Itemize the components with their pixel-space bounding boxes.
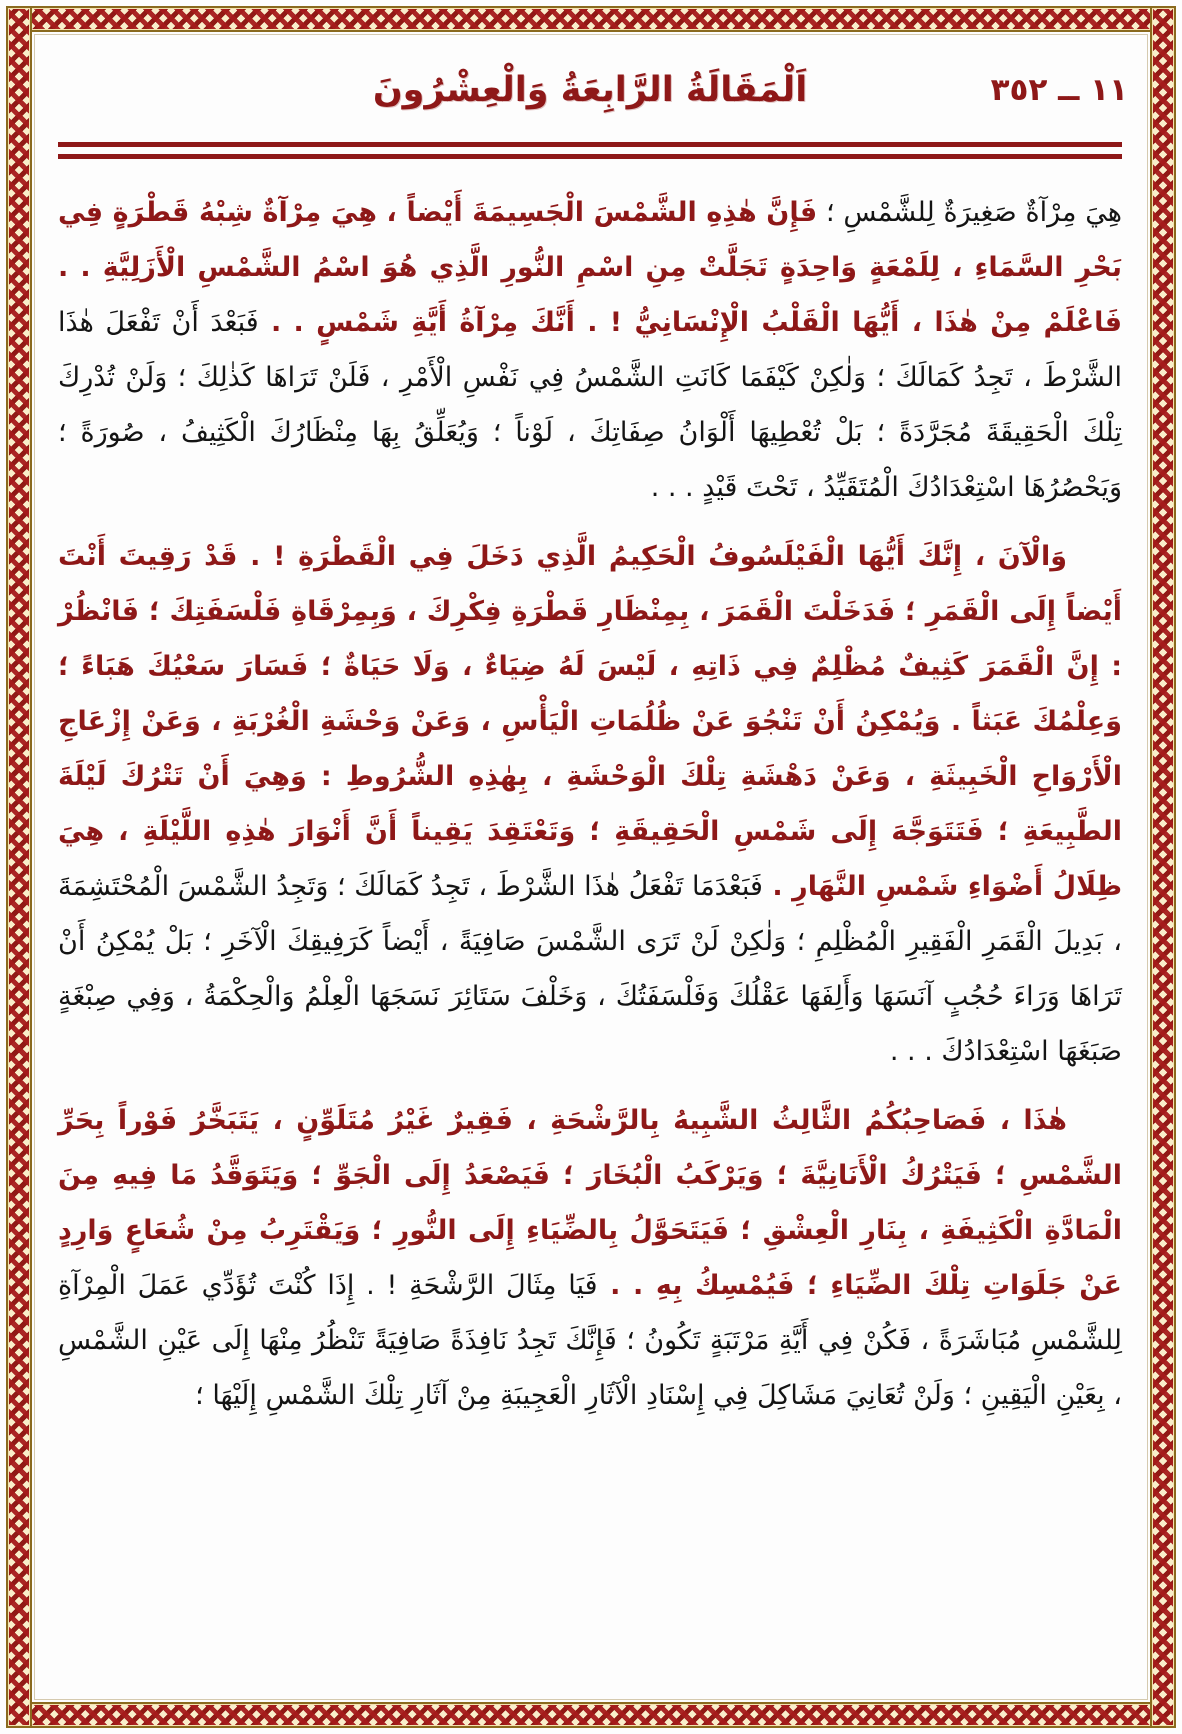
page-number: ٣٥٢ ــ ١١ xyxy=(990,72,1128,108)
paragraph xyxy=(58,1093,1122,1423)
text-segment-red: هٰذَا ، فَصَاحِبُكُمُ الثَّالِثُ الشَّبِيهُ بِالرَّشْحَةِ ، فَقِيرٌ غَيْرُ مُتَلَوِّنٍ ، يَتَبَخَّرُ فَوْراً بِحَرِّ الشَّمْسِ ؛ فَيَتْرُكُ الْأَنَانِيَّةَ ؛ وَيَرْكَبُ الْبُخَارَ ؛ فَيَصْعَدُ إِلَى الْجَوِّ ؛ وَيَتَوَقَّدُ مَا فِيهِ مِنَ الْمَادَّةِ الْكَثِيفَةِ ، بِنَارِ الْعِشْقِ ؛ فَيَتَحَوَّلُ بِالضِّيَاءِ إِلَى النُّورِ ؛ وَيَقْتَرِبُ مِنْ شُعَاعٍ وَارِدٍ عَنْ جَلَوَاتِ تِلْكَ الضِّيَاءِ ؛ فَيُمْسِكُ بِهِ . . xyxy=(58,1105,1123,1301)
frame-ornament-left xyxy=(6,6,32,1728)
text-segment-black: فَيَا مِثَالَ الرَّشْحَةِ ! . إِذَا كُنْتَ تُؤَدِّي عَمَلَ الْمِرْآةِ لِلشَّمْسِ مُبَاشَرَةً ، فَكُنْ فِي أَيَّةِ مَرْتَبَةٍ تَكُونُ ؛ فَإِنَّكَ تَجِدُ نَافِذَةً صَافِيَةً تَنْظُرُ مِنْهَا إِلَى عَيْنِ الشَّمْسِ ، بِعَيْنِ الْيَقِينِ ؛ وَلَنْ تُعَانِيَ مَشَاكِلَ فِي إِسْنَادِ الْآثَارِ الْعَجِيبَةِ مِنْ آثَارِ تِلْكَ الشَّمْسِ إِلَيْهَا ؛ xyxy=(58,1270,1122,1411)
text-segment-red: فَإِنَّ هٰذِهِ الشَّمْسَ الْجَسِيمَةَ أَيْضاً ، هِيَ مِرْآةٌ شِبْهُ قَطْرَةٍ فِي بَحْرِ السَّمَاءِ ، لِلَمْعَةٍ وَاحِدَةٍ تَجَلَّتْ مِنِ اسْمِ النُّورِ الَّذِي هُوَ اسْمُ الشَّمْسِ الْأَزَلِيَّةِ . . فَاعْلَمْ مِنْ هٰذَا ، أَيُّهَا الْقَلْبُ الْإِنْسَانِيُّ ! . أَنَّكَ مِرْآةُ أَيَّةِ شَمْسٍ . . xyxy=(58,197,1123,338)
frame-ornament-bottom xyxy=(6,1702,1176,1728)
paragraph xyxy=(58,185,1122,515)
page-title: اَلْمَقَالَةُ الرَّابِعَةُ وَالْعِشْرُونَ xyxy=(372,70,808,110)
page-content xyxy=(58,62,1128,1686)
body-text xyxy=(58,185,1122,1423)
text-segment-red: وَالْآنَ ، إِنَّكَ أَيُّهَا الْفَيْلَسُوفُ الْحَكِيمُ الَّذِي دَخَلَ فِي الْقَطْرَةِ ! . قَدْ رَقِيتَ أَنْتَ أَيْضاً إِلَى الْقَمَرِ ؛ فَدَخَلْتَ الْقَمَرَ ، بِمِنْظَارِ قَطْرَةِ فِكْرِكَ ، وَبِمِرْقَاةِ فَلْسَفَتِكَ ؛ فَانْظُرْ : إِنَّ الْقَمَرَ كَثِيفٌ مُظْلِمٌ فِي ذَاتِهِ ، لَيْسَ لَهُ ضِيَاءٌ ، وَلَا حَيَاةٌ ؛ فَسَارَ سَعْيُكَ هَبَاءً ؛ وَعِلْمُكَ عَبَثاً . وَيُمْكِنُ أَنْ تَنْجُوَ عَنْ ظُلُمَاتِ الْيَأْسِ ، وَعَنْ وَحْشَةِ الْغُرْبَةِ ، وَعَنْ إِزْعَاجِ الْأَرْوَاحِ الْخَبِيثَةِ ، وَعَنْ دَهْشَةِ تِلْكَ الْوَحْشَةِ ، بِهٰذِهِ الشُّرُوطِ : وَهِيَ أَنْ تَتْرُكَ لَيْلَةَ الطَّبِيعَةِ ؛ فَتَتَوَجَّهَ إِلَى شَمْسِ الْحَقِيقَةِ ؛ وَتَعْتَقِدَ يَقِيناً أَنَّ أَنْوَارَ هٰذِهِ اللَّيْلَةِ ، هِيَ ظِلَالُ أَضْوَاءِ شَمْسِ النَّهَارِ . xyxy=(58,541,1122,902)
text-segment-black: فَبَعْدَمَا تَفْعَلُ هٰذَا الشَّرْطَ ، تَجِدُ كَمَالَكَ ؛ وَتَجِدُ الشَّمْسَ الْمُحْتَشِمَةَ ، بَدِيلَ الْقَمَرِ الْفَقِيرِ الْمُظْلِمِ ؛ وَلٰكِنْ لَنْ تَرَى الشَّمْسَ صَافِيَةً ، أَيْضاً كَرَفِيقِكَ الْآخَرِ ؛ بَلْ يُمْكِنُ أَنْ تَرَاهَا وَرَاءَ حُجُبٍ آنَسَهَا وَأَلِفَهَا عَقْلُكَ وَفَلْسَفَتُكَ ، وَخَلْفَ سَتَائِرَ نَسَجَهَا الْعِلْمُ وَالْحِكْمَةُ ، وَفِي صِبْغَةٍ صَبَغَهَا اسْتِعْدَادُكَ . . . xyxy=(58,871,1122,1067)
header-divider xyxy=(58,142,1122,159)
frame-ornament-right xyxy=(1150,6,1176,1728)
page-header xyxy=(58,62,1128,126)
frame-ornament-top xyxy=(6,6,1176,32)
text-segment-black: هِيَ مِرْآةٌ صَغِيرَةٌ لِلشَّمْسِ ؛ xyxy=(817,197,1123,228)
paragraph xyxy=(58,529,1122,1079)
text-segment-black: فَبَعْدَ أَنْ تَفْعَلَ هٰذَا الشَّرْطَ ، تَجِدُ كَمَالَكَ ؛ وَلٰكِنْ كَيْفَمَا كَانَتِ الشَّمْسُ فِي نَفْسِ الْأَمْرِ ، فَلَنْ تَرَاهَا كَذٰلِكَ ؛ وَلَنْ تُدْرِكَ تِلْكَ الْحَقِيقَةَ مُجَرَّدَةً ؛ بَلْ تُعْطِيهَا أَلْوَانُ صِفَاتِكَ ، لَوْناً ؛ وَيُعَلِّقُ بِهَا مِنْظَارُكَ الْكَثِيفُ ، صُورَةً ؛ وَيَحْصُرُهَا اسْتِعْدَادُكَ الْمُتَقَيِّدُ ، تَحْتَ قَيْدٍ . . . xyxy=(58,307,1122,503)
